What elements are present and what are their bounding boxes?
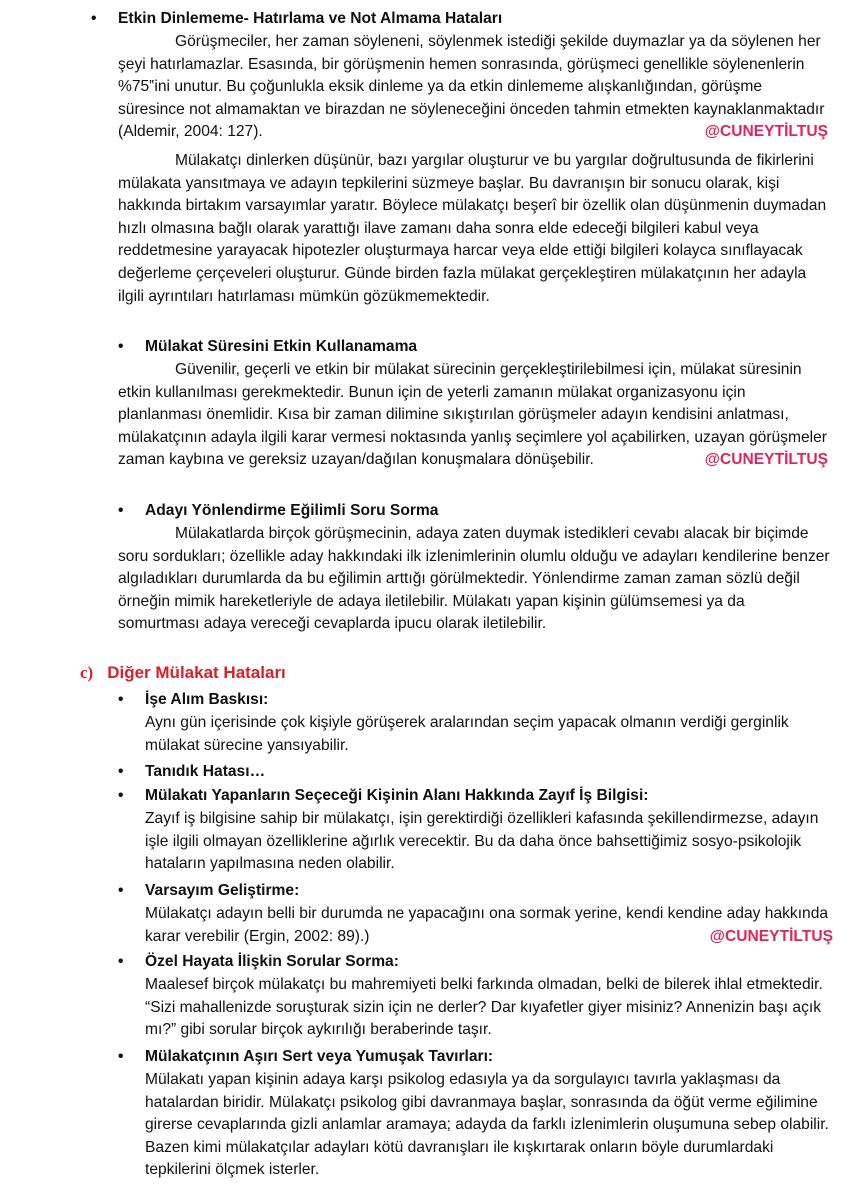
paragraph-ise-alim xyxy=(145,712,835,757)
heading-text: Tanıdık Hatası… xyxy=(145,763,266,780)
watermark-tag: @CUNEYTİLTUŞ xyxy=(704,123,828,141)
paragraph-sert-yumusak xyxy=(145,1069,835,1182)
heading-text: İşe Alım Baskısı: xyxy=(145,691,269,708)
section-heading xyxy=(80,662,286,685)
bullet-heading-ozel-hayat xyxy=(145,951,835,974)
bullet-heading-tanidik xyxy=(145,761,835,784)
paragraph-text: Mülakatçı dinlerken düşünür, bazı yargılar oluşturur ve bu yargılar doğrultusunda de fikirlerini mülakata yansıtmaya ve adayın tepkilerini süzmeye başlar. Bu davranışın bir sonucu olarak, kişi hakkında birtakım varsayımlar yaratır. Böylece mülakatçı beşerî bir özellik olan düşünmenin duymadan hızlı olmasına bağlı olarak yarattığı ilave zamanı daha sonra elde edeceği bilgileri kabul veya reddetmesine yarayacak hipotezler oluşturmaya harcar veya elde ettiği bilgileri kolayca sınıflayacak değerleme çerçeveleri oluşturur. Günde birden fazla mülakat gerçekleştiren mülakatçının her adayla ilgili ayrıntıları hatırlaması mümkün gözükmemektedir. xyxy=(118,152,827,305)
heading-text: Varsayım Geliştirme: xyxy=(145,882,300,899)
heading-text: Mülakatı Yapanların Seçeceği Kişinin Alanı Hakkında Zayıf İş Bilgisi: xyxy=(145,787,649,804)
paragraph-text: Mülakatçı adayın belli bir durumda ne yapacağını ona sormak yerine, kendi kendine aday hakkında karar verebilir (Ergin, 2002: 89).) xyxy=(145,905,829,945)
bullet-heading-mulakat-suresi xyxy=(145,336,835,359)
bullet-heading-ise-alim xyxy=(145,689,835,712)
heading-text: Adayı Yönlendirme Eğilimli Soru Sorma xyxy=(145,502,439,519)
paragraph-text: Zayıf iş bilgisine sahip bir mülakatçı, işin gerektirdiği özellikleri kafasında şekillendirmezse, adayın işle ilgili olmayan özelliklerine ağırlık verecektir. Bu da daha önce bahsettiğimiz sosyo-psikolojik hataların yapılmasına neden olabilir. xyxy=(145,810,819,873)
heading-text: Mülakat Süresini Etkin Kullanamama xyxy=(145,338,418,355)
paragraph-text: Maalesef birçok mülakatçı bu mahremiyeti belki farkında olmadan, belki de bilerek ihlal etmektedir. “Sizi mahallenizde soruşturak sizin için ne derler? Dar kıyafetler giyer misiniz? Annenizin başı açık mı?” gibi sorular birçok aykırılığı beraberinde taşır. xyxy=(145,976,823,1039)
bullet-heading-adayi-yonlendirme xyxy=(145,500,835,523)
section-letter: c) xyxy=(80,663,94,682)
paragraph-etkin-dinlememe-1 xyxy=(118,31,830,144)
heading-text: Özel Hayata İlişkin Sorular Sorma: xyxy=(145,953,399,970)
paragraph-zayif-is-bilgisi xyxy=(145,808,835,876)
watermark-tag: @CUNEYTİLTUŞ xyxy=(709,927,833,945)
paragraph-text: Mülakatlarda birçok görüşmecinin, adaya zaten duymak istedikleri cevabı alacak bir biçimde soru sordukları; özellikle aday hakkındaki ilk izlenimlerinin olumlu olduğu ve adayları kendilerine benzer algıladıkları durumlarda da bu eğilimin arttığı görülmektedir. Yönlendirme zaman zaman sözlü değil örneğin mimik hareketleriyle de adaya iletilebilir. Mülakatı yapan kişinin gülümsemesi ya da somurtması adaya vereceği cevaplarda ipucu olarak iletilebilir. xyxy=(118,525,830,633)
bullet-heading-etkin-dinlememe xyxy=(118,8,830,31)
bullet-heading-sert-yumusak xyxy=(145,1046,835,1069)
heading-text: Mülakatçının Aşırı Sert veya Yumuşak Tavırları: xyxy=(145,1048,494,1065)
bullet-heading-varsayim xyxy=(145,880,835,903)
paragraph-text: Mülakatı yapan kişinin adaya karşı psikolog edasıyla ya da sorgulayıcı tavırla yaklaşması da hatalardan biridir. Mülakatçı psikolog gibi davranmaya başlar, sonrasında da öğüt verme eğilimine girerse cevaplarında gizli anlamlar aramaya; adayda da farklı izlenimlerin oluşumuna sebep olabilir. Bazen kimi mülakatçılar adayları kötü davranışları ile kışkırtarak onların böyle durumlardaki tepkilerini ölçmek isterler. xyxy=(145,1071,829,1179)
bullet-heading-zayif-is-bilgisi xyxy=(145,785,835,808)
paragraph-text: Güvenilir, geçerli ve etkin bir mülakat sürecinin gerçekleştirilebilmesi için, mülakat süresinin etkin kullanılması gerekmektedir. Bunun için de yeterli zamanın mülakat organizasyonu için planlanması önemlidir. Kısa bir zaman dilimine sıkıştırılan görüşmeler adayın kendisini anlatması, mülakatçının adayla ilgili karar vermesi noktasında yanlış seçimlere yol açabilirken, uzayan görüşmeler zaman kaybına ve gereksiz uzayan/dağılan konuşmalara dönüşebilir. xyxy=(118,361,827,469)
paragraph-etkin-dinlememe-2 xyxy=(118,150,830,308)
paragraph-text: Aynı gün içerisinde çok kişiyle görüşerek aralarından seçim yapacak olmanın verdiği gerginlik mülakat sürecine yansıyabilir. xyxy=(145,714,789,754)
paragraph-mulakat-suresi xyxy=(118,359,830,472)
heading-text: Etkin Dinlememe- Hatırlama ve Not Almama Hataları xyxy=(118,10,503,27)
paragraph-varsayim xyxy=(145,903,835,948)
section-title: Diğer Mülakat Hataları xyxy=(107,663,286,682)
paragraph-text: Görüşmeciler, her zaman söyleneni, söylenmek istediği şekilde duymazlar ya da söylenen her şeyi hatırlamazlar. Esasında, bir görüşmenin hemen sonrasında, görüşmeci genellikle söylenenlerin %75‟ini unutur. Bu çoğunlukla eksik dinleme ya da etkin dinlememe alışkanlığından, görüşme süresince not almamaktan ve birazdan ne söyleneceğini önceden tahmin etmekten kaynaklanmaktadır (Aldemir, 2004: 127). xyxy=(118,33,825,141)
paragraph-adayi-yonlendirme xyxy=(118,523,830,636)
paragraph-ozel-hayat xyxy=(145,974,835,1042)
watermark-tag: @CUNEYTİLTUŞ xyxy=(704,451,828,469)
